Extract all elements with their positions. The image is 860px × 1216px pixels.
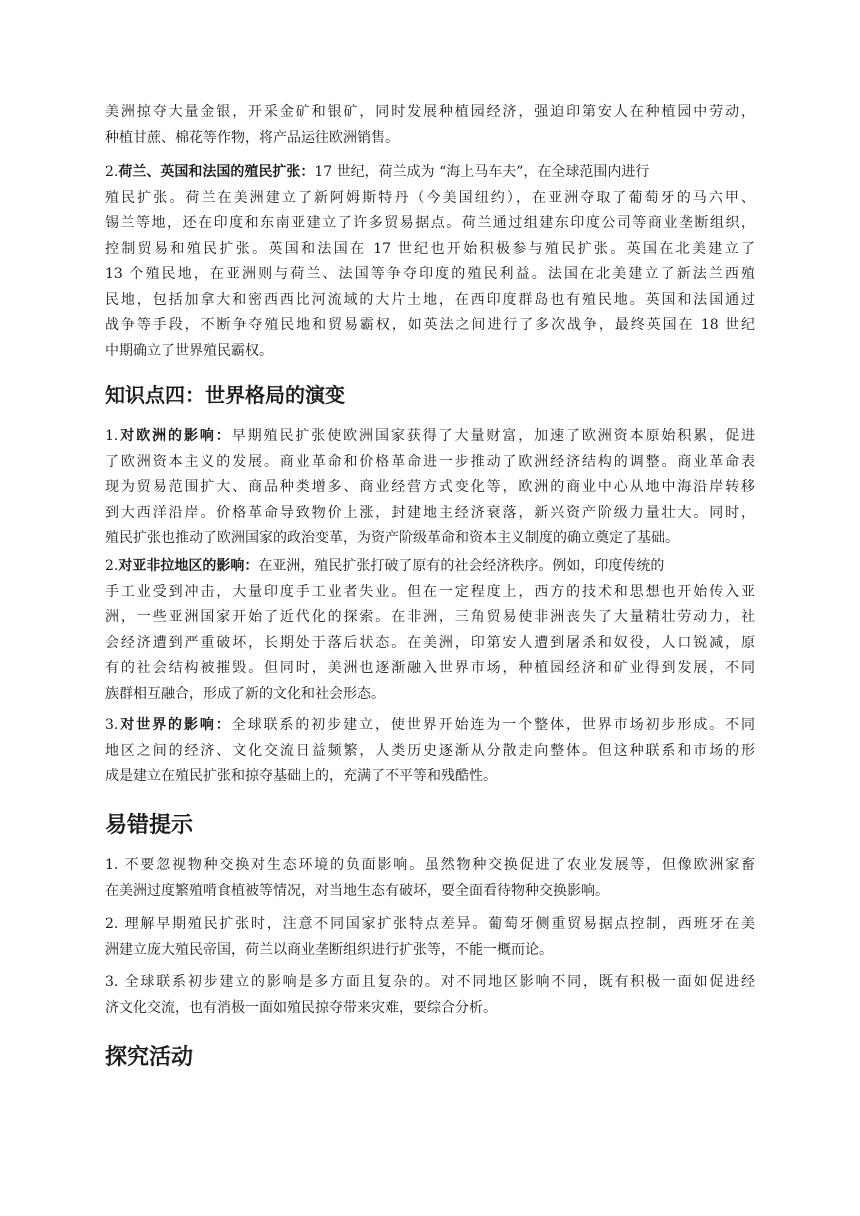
point-colon: ： bbox=[215, 717, 232, 733]
point-title: 对亚非拉地区的影响 bbox=[118, 558, 245, 574]
text-line: 战争等手段，不断争夺殖民地和贸易霸权，如英法之间进行了多次战争，最终英国在 18 世纪 bbox=[105, 317, 755, 333]
colonial-expansion-paragraph bbox=[105, 160, 755, 364]
point-title: 对欧洲的影响 bbox=[118, 428, 216, 444]
section-heading-inquiry-activity: 探究活动 bbox=[105, 1045, 194, 1070]
text-line: 洲，一些亚洲国家开始了近代化的探索。在非洲，三角贸易使非洲丧失了大量精壮劳动力，社 bbox=[105, 609, 755, 625]
text-line: 了欧洲资本主义的发展。商业革命和价格革命进一步推动了欧洲经济结构的调整。商业革命表 bbox=[105, 453, 755, 470]
text-line: 现为贸易范围扩大、商品种类增多、商业经营方式变化等，欧洲的商业中心从地中海沿岸转移 bbox=[105, 479, 755, 495]
text-line: 3. 全球联系初步建立的影响是多方面且复杂的。对不同地区影响不同，既有积极一面如促进经 bbox=[105, 974, 755, 990]
point-colon: ： bbox=[244, 558, 259, 574]
text-line: 地区之间的经济、文化交流日益频繁，人类历史逐渐从分散走向整体。但这种联系和市场的形 bbox=[105, 742, 755, 759]
point-number: 1. bbox=[105, 428, 119, 444]
section-heading-common-mistakes: 易错提示 bbox=[105, 813, 194, 838]
text-line bbox=[105, 424, 755, 450]
text-line bbox=[105, 160, 755, 186]
text-line: 殖民扩张也推动了欧洲国家的政治变革，为资产阶级革命和资本主义制度的确立奠定了基础。 bbox=[105, 530, 679, 546]
text-line: 洲建立庞大殖民帝国，荷兰以商业垄断组织进行扩张等，不能一概而论。 bbox=[105, 941, 553, 958]
text-line bbox=[105, 554, 755, 580]
point-text: 全球联系的初步建立，使世界开始连为一个整体，世界市场初步形成。不同 bbox=[231, 717, 755, 733]
text-line: 2. 理解早期殖民扩张时，注意不同国家扩张特点差异。葡萄牙侧重贸易据点控制，西班牙在美 bbox=[105, 916, 755, 932]
impact-on-asia-africa-latin-america-paragraph bbox=[105, 554, 755, 707]
section-heading-world-pattern: 知识点四：世界格局的演变 bbox=[105, 383, 345, 407]
text-line: 美洲掠夺大量金银，开采金矿和银矿，同时发展种植园经济，强迫印第安人在种植园中劳动， bbox=[105, 104, 755, 120]
text-line: 控制贸易和殖民扩张。英国和法国在 17 世纪也开始积极参与殖民扩张。英国在北美建立了 bbox=[105, 240, 755, 257]
text-line: 有的社会结构被摧毁。但同时，美洲也逐渐融入世界市场，种植园经济和矿业得到发展，不同 bbox=[105, 660, 755, 676]
text-line: 会经济遭到严重破坏，长期处于落后状态。在美洲，印第安人遭到屠杀和奴役，人口锐减，原 bbox=[105, 634, 755, 651]
text-line: 殖民扩张。荷兰在美洲建立了新阿姆斯特丹（今美国纽约），在亚洲夺取了葡萄牙的马六甲、 bbox=[105, 189, 755, 206]
text-line: 种植甘蔗、棉花等作物，将产品运往欧洲销售。 bbox=[105, 129, 399, 146]
text-line: 锡兰等地，还在印度和东南亚建立了许多贸易据点。荷兰通过组建东印度公司等商业垄断组织， bbox=[105, 215, 755, 231]
point-title: 荷兰、英国和法国的殖民扩张 bbox=[118, 164, 301, 180]
intro-paragraph bbox=[105, 100, 755, 151]
text-line: 手工业受到冲击，大量印度手工业者失业。但在一定程度上，西方的技术和思想也开始传入亚 bbox=[105, 583, 755, 600]
text-line bbox=[105, 713, 755, 739]
text-line: 1. 不要忽视物种交换对生态环境的负面影响。虽然物种交换促进了农业发展等，但像欧洲家畜 bbox=[105, 857, 755, 873]
impact-on-world-paragraph bbox=[105, 713, 755, 790]
point-colon: ： bbox=[215, 428, 232, 444]
text-line: 在美洲过度繁殖啃食植被等情况，对当地生态有破坏，要全面看待物种交换影响。 bbox=[105, 882, 609, 899]
text-line: 成是建立在殖民扩张和掠夺基础上的，充满了不平等和残酷性。 bbox=[105, 768, 497, 784]
point-title: 对世界的影响 bbox=[118, 717, 216, 733]
point-colon: ： bbox=[300, 164, 315, 180]
point-number: 2. bbox=[105, 164, 119, 180]
point-number: 2. bbox=[105, 558, 119, 574]
tip-item bbox=[105, 853, 755, 904]
text-line: 中期确立了世界殖民霸权。 bbox=[105, 342, 273, 359]
text-line: 民地，包括加拿大和密西西比河流域的大片土地，在西印度群岛也有殖民地。英国和法国通过 bbox=[105, 291, 755, 308]
text-line: 13 个殖民地，在亚洲则与荷兰、法国等争夺印度的殖民利益。法国在北美建立了新法兰西殖 bbox=[105, 266, 755, 282]
point-text: 17 世纪，荷兰成为 “海上马车夫”，在全球范围内进行 bbox=[314, 164, 650, 180]
impact-on-europe-paragraph bbox=[105, 424, 755, 552]
tip-item bbox=[105, 970, 755, 1021]
text-line: 族群相互融合，形成了新的文化和社会形态。 bbox=[105, 685, 385, 702]
text-line: 到大西洋沿岸。价格革命导致物价上涨，封建地主经济衰落，新兴资产阶级力量壮大。同时， bbox=[105, 504, 755, 521]
point-text: 在亚洲，殖民扩张打破了原有的社会经济秩序。例如，印度传统的 bbox=[258, 558, 665, 574]
point-text: 早期殖民扩张使欧洲国家获得了大量财富，加速了欧洲资本原始积累，促进 bbox=[231, 428, 755, 444]
text-line: 济文化交流，也有消极一面如殖民掠夺带来灾难，要综合分析。 bbox=[105, 999, 497, 1016]
tip-item bbox=[105, 912, 755, 963]
point-number: 3. bbox=[105, 717, 119, 733]
